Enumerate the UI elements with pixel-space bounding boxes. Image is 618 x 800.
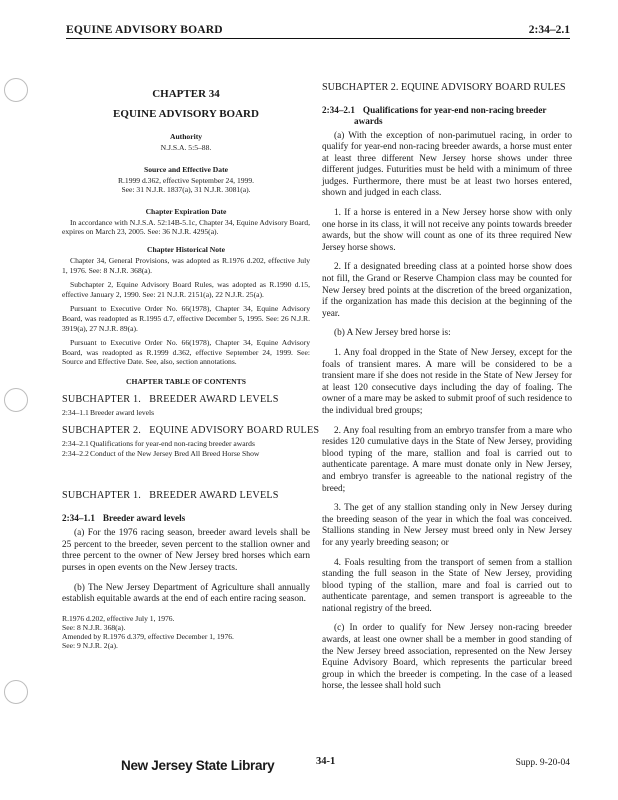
historical-note: Pursuant to Executive Order No. 66(1978), Chapter 34, Equine Advisory Board, was readopted as R.1999 d.362, effective September 24, 1999. See: Source and Effective Date. See, also, section annotations. <box>62 338 310 367</box>
expiration-heading: Chapter Expiration Date <box>145 206 227 216</box>
rule-paragraph: (a) For the 1976 racing season, breeder award levels shall be 25 percent to the breeder, seven percent to the stallion owner and three percent to the owner of New Jersey bred horses which earn purses in open events on the New Jersey tracts. <box>62 528 310 573</box>
header-title: EQUINE ADVISORY BOARD <box>66 24 223 36</box>
page-footer <box>66 754 572 778</box>
page-number: 34-1 <box>316 756 336 767</box>
subchapter-1-heading: SUBCHAPTER 1. BREEDER AWARD LEVELS <box>62 490 279 502</box>
historical-note: Subchapter 2, Equine Advisory Board Rules, was adopted as R.1990 d.15, effective January 2, 1990. See: 21 N.J.R. 2151(a), 22 N.J.R. 25(a). <box>62 280 310 299</box>
subchapter-2-heading: SUBCHAPTER 2. EQUINE ADVISORY BOARD RULES <box>322 82 566 93</box>
toc-item: 2:34–1.1 Breeder award levels <box>62 407 155 417</box>
toc-heading: CHAPTER TABLE OF CONTENTS <box>126 376 246 386</box>
historical-note: Chapter 34, General Provisions, was adopted as R.1976 d.202, effective July 1, 1976. See: 8 N.J.R. 368(a). <box>62 255 310 275</box>
punch-hole-middle <box>4 388 28 412</box>
rule-paragraph: 4. Foals resulting from the transport of semen from a stallion standing the full season in the State of New Jersey, providing blood typing of the stallion, mare and foal is carried out to authenticate parentage, and semen transport is agreeable to the national registry of the breed. <box>322 557 572 614</box>
toc-subchapter-1: SUBCHAPTER 1. BREEDER AWARD LEVELS <box>62 393 279 405</box>
source-text-1: R.1999 d.362, effective September 24, 1999. <box>117 175 255 185</box>
rule-paragraph: 1. Any foal dropped in the State of New Jersey, except for the foals of transient mares. A mare will be considered to be a transient mare if she does not reside in the State of New Jersey for at least 120 consecutive days including the day of foaling. The owner of a mare may be asked to submit proof of such residence to the individual bred groups; <box>322 348 572 416</box>
punch-hole-top <box>4 78 28 102</box>
rule-paragraph: 2. If a designated breeding class at a pointed horse show does not fill, the Grand or Reserve Champion class may be counted for New Jersey bred points at the discretion of the breed organization, if the organization has made this decision at the beginning of the year. <box>322 262 572 319</box>
source-heading: Source and Effective Date <box>143 164 228 174</box>
toc-item: 2:34–2.2 Conduct of the New Jersey Bred All Breed Horse Show <box>62 448 260 458</box>
rule-paragraph: 3. The get of any stallion standing only in New Jersey during the breeding season of the year in which the foal was conceived. Stallions standing in New Jersey must breed only in New Jersey for any yearly breeding season; or <box>322 503 572 548</box>
rule-paragraph: 1. If a horse is entered in a New Jersey horse show with only one horse in its class, it will not receive any points towards breeder awards, but the show will count as one of its three required New Jersey horse shows. <box>322 208 572 253</box>
toc-item: 2:34–2.1 Qualifications for year-end non-racing breeder awards <box>62 439 255 449</box>
right-column <box>322 82 572 701</box>
authority-heading: Authority <box>169 132 203 141</box>
chapter-number: CHAPTER 34 <box>152 88 220 100</box>
header-section-number: 2:34–2.1 <box>528 24 570 36</box>
rule-paragraph: 2. Any foal resulting from an embryo transfer from a mare who resides 120 cumulative days in the State of New Jersey, providing blood typing of the mare, stallion and foal is carried out to authenticate parentage. A mare must donate only in New Jersey, and embryo transfer is agreeable to the national registry of the breed; <box>322 425 572 494</box>
supplement-date: Supp. 9-20-04 <box>515 758 570 768</box>
expiration-text: In accordance with N.J.S.A. 52:14B-5.1c, Chapter 34, Equine Advisory Board, expires on March 23, 2005. See: 36 N.J.R. 4295(a). <box>62 217 310 237</box>
historical-notes <box>62 256 310 367</box>
source-text-2: See: 31 N.J.R. 1837(a), 31 N.J.R. 3081(a). <box>121 185 251 195</box>
rule-paragraph: (c) In order to qualify for New Jersey non-racing breeder awards, at least one owner shall be a member in good standing of the New Jersey breed association, represented on the New Jersey Equine Advisory Board, which represents the particular breed group in which the breeder is competing. In the case of a leased horse, the lessee shall hold such <box>322 623 572 692</box>
rule-2-1-body <box>322 131 572 694</box>
chapter-title: EQUINE ADVISORY BOARD <box>113 108 259 120</box>
rule-paragraph: (a) With the exception of non-parimutuel racing, in order to qualify for year-end non-racing breeder awards, a horse must enter at least three different New Jersey horse shows under three different judges. Futurities must be held with a minimum of three judges. Furthermore, there must be at least two horses entered, shown and judged in each class. <box>322 130 572 199</box>
rule-heading-2-1: 2:34–2.1 Qualifications for year-end non-racing breeder awards <box>322 104 547 126</box>
rule-1-1-notes: R.1976 d.202, effective July 1, 1976. See: 8 N.J.R. 368(a). Amended by R.1976 d.379, effective December 1, 1976. See: 9 N.J.R. 2(a). <box>62 613 234 651</box>
running-header <box>66 22 570 39</box>
historical-heading: Chapter Historical Note <box>147 244 225 254</box>
left-column <box>62 82 320 651</box>
authority-text: N.J.S.A. 5:5–88. <box>160 143 212 152</box>
library-watermark: New Jersey State Library <box>121 758 275 773</box>
toc-subchapter-2: SUBCHAPTER 2. EQUINE ADVISORY BOARD RULES <box>62 425 320 437</box>
rule-heading-1-1: 2:34–1.1 Breeder award levels <box>62 513 186 524</box>
punch-hole-bottom <box>4 680 28 704</box>
rule-paragraph: (b) The New Jersey Department of Agriculture shall annually establish equitable awards at the end of each entire racing season. <box>62 582 310 605</box>
rule-1-1-body <box>62 528 310 606</box>
rule-paragraph: (b) A New Jersey bred horse is: <box>334 328 451 339</box>
historical-note: Pursuant to Executive Order No. 66(1978), Chapter 34, Equine Advisory Board, was readopted as R.1995 d.7, effective December 5, 1995. See: 26 N.J.R. 3919(a), 27 N.J.R. 89(a). <box>62 304 310 333</box>
